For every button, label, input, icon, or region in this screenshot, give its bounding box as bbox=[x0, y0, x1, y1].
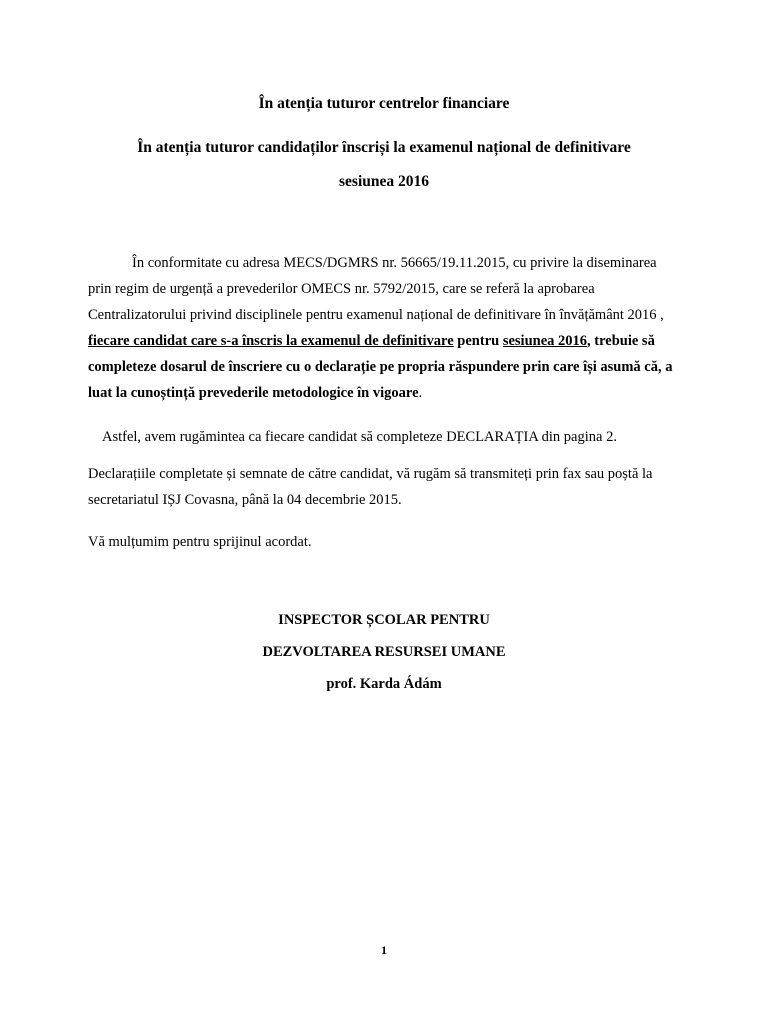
paragraph-thanks: Vă mulțumim pentru sprijinul acordat. bbox=[88, 534, 312, 550]
heading-financial-centers: În atenția tuturor centrelor financiare bbox=[258, 95, 510, 112]
signature-title-line1: INSPECTOR ȘCOLAR PENTRU bbox=[278, 612, 490, 628]
signature-title-line2: DEZVOLTAREA RESURSEI UMANE bbox=[262, 644, 506, 660]
paragraph-conformity-end: . bbox=[418, 385, 423, 401]
heading-candidates-line1: În atenția tuturor candidaților înscriși la examenul național de definitivare bbox=[137, 139, 631, 156]
emphasis-session-2016: sesiunea 2016 bbox=[502, 333, 588, 349]
heading-candidates-line2: sesiunea 2016 bbox=[339, 173, 429, 190]
paragraph-request: Astfel, avem rugămintea ca fiecare candidat să completeze DECLARAȚIA din pagina 2. bbox=[102, 429, 617, 445]
emphasis-declaration-requirement: , trebuie să completeze dosarul de înscriere cu o declarație pe propria răspundere prin care își asumă că, a luat la cunoștință prevederile metodologice în vigoare bbox=[88, 333, 673, 401]
page-number: 1 bbox=[381, 943, 387, 957]
emphasis-every-candidate: fiecare candidat care s-a înscris la examenul de definitivare bbox=[88, 333, 454, 349]
paragraph-conformity-intro: În conformitate cu adresa MECS/DGMRS nr. 56665/19.11.2015, cu privire la diseminarea prin regim de urgență a prevederilor OMECS nr. 5792/2015, care se referă la aprobarea Centralizatorului privind disciplinele pentru examenul național de definitivare în învățământ 2016 , bbox=[88, 255, 664, 323]
signature-name: prof. Karda Ádám bbox=[326, 676, 442, 692]
emphasis-for: pentru bbox=[453, 333, 503, 349]
paragraph-submission: Declarațiile completate și semnate de către candidat, vă rugăm să transmiteți prin fax sau poștă la secretariatul IȘJ Covasna, până la 04 decembrie 2015. bbox=[88, 466, 653, 508]
paragraph-conformity bbox=[88, 250, 680, 406]
